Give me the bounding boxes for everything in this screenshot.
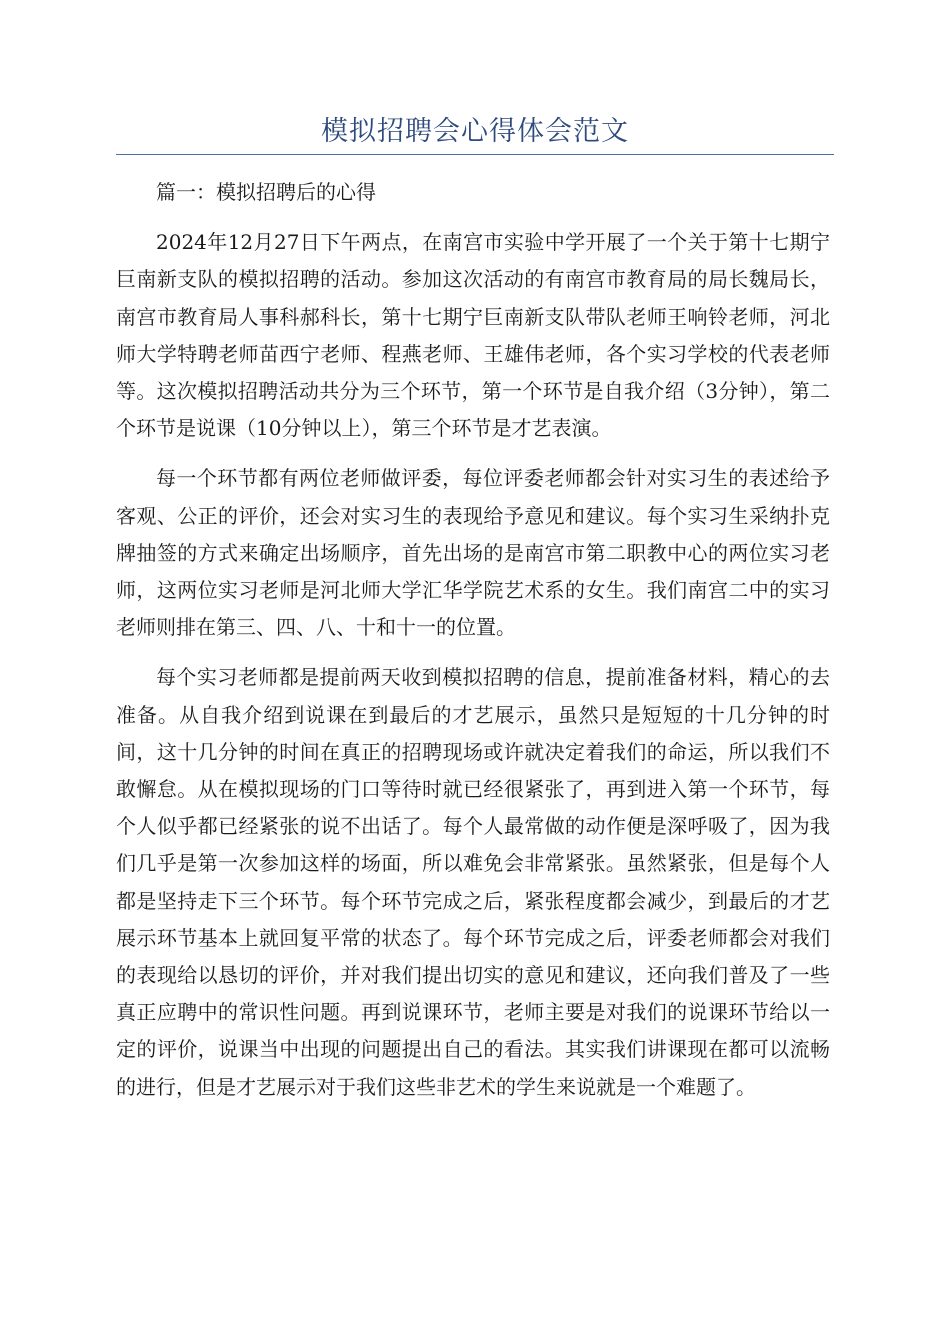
section-heading: 篇一：模拟招聘后的心得 bbox=[156, 180, 376, 204]
document-body bbox=[116, 174, 830, 1119]
document-title: 模拟招聘会心得体会范文 bbox=[321, 116, 629, 147]
title-underline bbox=[116, 154, 834, 155]
paragraph: 2024年12月27日下午两点，在南宫市实验中学开展了一个关于第十七期宁巨南新支队的模拟招聘的活动。参加这次活动的有南宫市教育局的局长魏局长，南宫市教育局人事科郝科长，第十七期宁巨南新支队带队老师王响铃老师，河北师大学特聘老师苗西宁老师、程燕老师、王雄伟老师，各个实习学校的代表老师等。这次模拟招聘活动共分为三个环节，第一个环节是自我介绍（3分钟），第二个环节是说课（10分钟以上），第三个环节是才艺表演。 bbox=[116, 230, 830, 441]
paragraph: 每个实习老师都是提前两天收到模拟招聘的信息，提前准备材料，精心的去准备。从自我介绍到说课在到最后的才艺展示，虽然只是短短的十几分钟的时间，这十几分钟的时间在真正的招聘现场或许就决定着我们的命运，所以我们不敢懈怠。从在模拟现场的门口等待时就已经很紧张了，再到进入第一个环节，每个人似乎都已经紧张的说不出话了。每个人最常做的动作便是深呼吸了，因为我们几乎是第一次参加这样的场面，所以难免会非常紧张。虽然紧张，但是每个人都是坚持走下三个环节。每个环节完成之后，紧张程度都会减少，到最后的才艺展示环节基本上就回复平常的状态了。每个环节完成之后，评委老师都会对我们的表现给以恳切的评价，并对我们提出切实的意见和建议，还向我们普及了一些真正应聘中的常识性问题。再到说课环节，老师主要是对我们的说课环节给以一定的评价，说课当中出现的问题提出自己的看法。其实我们讲课现在都可以流畅的进行，但是才艺展示对于我们这些非艺术的学生来说就是一个难题了。 bbox=[116, 665, 830, 1099]
paragraph: 每一个环节都有两位老师做评委，每位评委老师都会针对实习生的表述给予客观、公正的评价，还会对实习生的表现给予意见和建议。每个实习生采纳扑克牌抽签的方式来确定出场顺序，首先出场的是南宫市第二职教中心的两位实习老师，这两位实习老师是河北师大学汇华学院艺术系的女生。我们南宫二中的实习老师则排在第三、四、八、十和十一的位置。 bbox=[116, 466, 830, 640]
